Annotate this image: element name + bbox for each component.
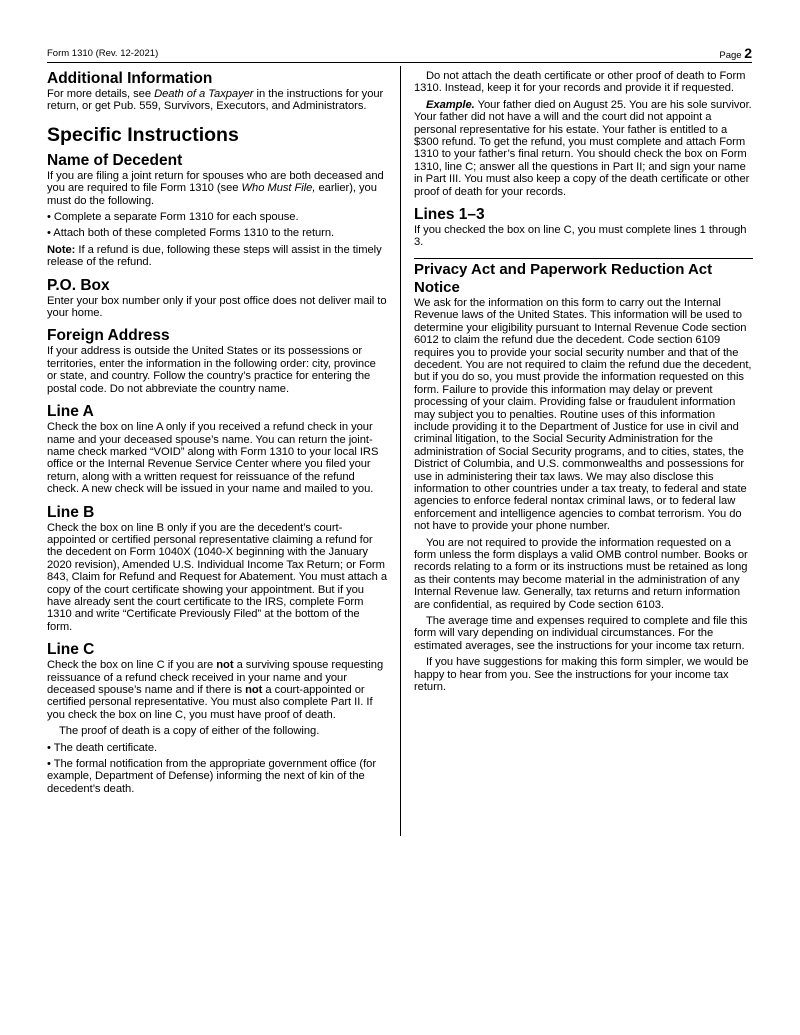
heading-po-box: P.O. Box	[47, 276, 110, 294]
do-not-attach-text: Do not attach the death certificate or other proof of death to Form 1310. Instead, keep it for your records and provide it if requested.	[414, 70, 746, 95]
line-c-text: Check the box on line C if you are not a surviving spouse requesting reissuance of a refund check received in your name and your deceased spouse’s name and if there is not a court-appointed or certified personal representative. You must also complete Part II. If you check the box on line C, you must have proof of death.	[47, 659, 384, 721]
lines-1-3-text: If you checked the box on line C, you must complete lines 1 through 3.	[414, 224, 747, 249]
bullet-separate-form: • Complete a separate Form 1310 for each spouse.	[47, 211, 299, 224]
bullet-attach-both: • Attach both of these completed Forms 1310 to the return.	[47, 227, 335, 240]
heading-name-of-decedent: Name of Decedent	[47, 151, 183, 169]
po-box-text: Enter your box number only if your post office does not deliver mail to your home.	[47, 294, 387, 320]
privacy-paragraph-4: If you have suggestions for making this form simpler, we would be happy to hear from you. See the instructions for your income tax return.	[414, 656, 749, 694]
heading-additional-information: Additional Information	[47, 70, 213, 87]
example-text: Example. Your father died on August 25. You are his sole survivor. Your father did not have a will and the court did not appoint a personal representative for his estate. Your father is entitled to a $300 refund. To get the refund, you must complete and attach Form 1310 to your father’s final return. You should check the box on Form 1310, line C; answer all the questions in Part II; and sign your name in Part III. You must also keep a copy of the death certificate or other proof of death for your records.	[414, 98, 752, 198]
heading-specific-instructions: Specific Instructions	[47, 123, 239, 146]
additional-information-text: For more details, see Death of a Taxpayer in the instructions for your return, or get Pub. 559, Survivors, Executors, and Administrators.	[47, 88, 384, 113]
heading-privacy-act: Privacy Act and Paperwork Reduction Act Notice	[414, 260, 713, 296]
page-number: 2	[744, 45, 752, 61]
page-prefix: Page	[719, 50, 745, 61]
left-column	[47, 70, 387, 795]
page-header	[47, 46, 752, 63]
name-of-decedent-text: If you are filing a joint return for spouses who are both deceased and you are required to file Form 1310 (see Who Must File, earlier), you must do the following.	[47, 169, 384, 207]
column-divider	[400, 66, 401, 836]
privacy-paragraph-3: The average time and expenses required to complete and file this form will vary depending on individual circumstances. For the estimated averages, see the instructions for your income tax return.	[414, 615, 748, 652]
heading-line-b: Line B	[47, 503, 95, 521]
heading-line-c: Line C	[47, 641, 95, 659]
bullet-death-certificate: • The death certificate.	[47, 741, 158, 754]
line-b-text: Check the box on line B only if you are the decedent’s court-appointed or certified personal representative claiming a refund for the decedent on Form 1040X (1040-X beginning with the January 2020 revision), Amended U.S. Individual Income Tax Return; or Form 843, Claim for Refund and Request for Abatement. You must attach a copy of the court certificate showing your appointment. But if you have already sent the court certificate to the IRS, complete Form 1310 and write “Certificate Previously Filed” at the bottom of the form.	[47, 521, 387, 633]
heading-lines-1-3: Lines 1–3	[414, 206, 485, 224]
right-column	[414, 70, 753, 693]
privacy-section	[414, 258, 753, 694]
heading-foreign-address: Foreign Address	[47, 327, 170, 345]
privacy-paragraph-1: We ask for the information on this form to carry out the Internal Revenue laws of the United States. This information will be used to determine your eligibility pursuant to Internal Revenue Code section 6012 to claim the refund due the decedent. Code section 6109 requires you to provide your social security number and that of the decedent. You are not required to claim the refund due the decedent, but if you do so, you must provide the information requested on this form. Failure to provide this information may delay or prevent processing of your claim. Providing false or fraudulent information may subject you to penalties. Routine uses of this information include providing it to the Department of Justice for use in civil and criminal litigation, to the Social Security Administration for the administration of Social Security programs, and to cities, states, the District of Columbia, and U.S. commonwealths and possessions for use in administering their tax laws. We may also disclose this information to other countries under a tax treaty, to federal and state agencies to enforce federal nontax criminal laws, or to federal law enforcement and intelligence agencies to combat terrorism. You do not have to provide your phone number.	[414, 296, 752, 533]
privacy-paragraph-2: You are not required to provide the information requested on a form unless the form displays a valid OMB control number. Books or records relating to a form or its instructions must be retained as long as their contents may become material in the administration of any Internal Revenue law. Generally, tax returns and return information are confidential, as required by Code section 6103.	[414, 536, 748, 611]
foreign-address-text: If your address is outside the United States or its possessions or territories, enter the information in the following order: city, province or state, and country. Follow the country’s practice for entering the postal code. Do not abbreviate the country name.	[47, 345, 376, 395]
page-number-label	[719, 45, 752, 61]
bullet-formal-notification: • The formal notification from the appropriate government office (for example, Department of Defense) informing the next of kin of the decedent’s death.	[47, 758, 377, 795]
proof-of-death-text: The proof of death is a copy of either of the following.	[59, 725, 320, 738]
heading-line-a: Line A	[47, 403, 94, 421]
form-id: Form 1310 (Rev. 12-2021)	[47, 48, 159, 59]
note-refund-due: Note: If a refund is due, following these steps will assist in the timely release of the refund.	[47, 243, 382, 269]
line-a-text: Check the box on line A only if you received a refund check in your name and your deceased spouse’s name. You can return the joint-name check marked “VOID” along with Form 1310 to your local IRS office or the Internal Revenue Service Center where you filed your return, along with a written request for reissuance of the refund check. A new check will be issued in your name and mailed to you.	[47, 421, 379, 496]
